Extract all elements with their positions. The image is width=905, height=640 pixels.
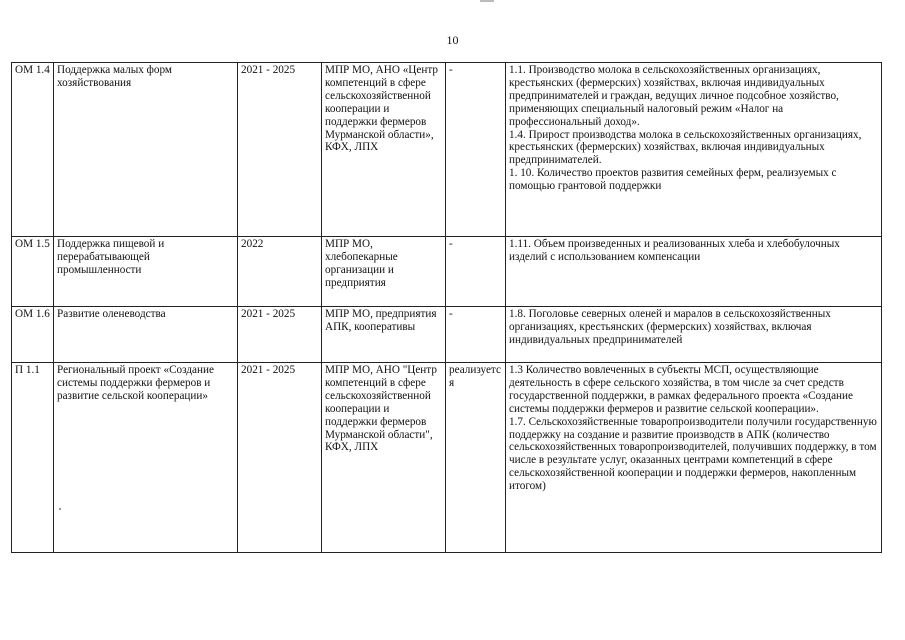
row-code: ОМ 1.6 [12, 307, 54, 363]
row-code: ОМ 1.4 [12, 63, 54, 237]
row-name: Поддержка пищевой и перерабатывающей промышленности [54, 237, 238, 307]
table-row [12, 237, 882, 307]
row-status: - [446, 307, 506, 363]
row-status: - [446, 237, 506, 307]
row-name: Поддержка малых форм хозяйствования [54, 63, 238, 237]
row-code: ОМ 1.5 [12, 237, 54, 307]
row-years: 2021 - 2025 [238, 363, 322, 553]
row-indicators: 1.8. Поголовье северных оленей и маралов в сельскохозяйственных организациях, крестьянских (фермерских) хозяйствах, включая индивидуальных предпринимателей [506, 307, 882, 363]
row-indicators: 1.11. Объем произведенных и реализованных хлеба и хлебобулочных изделий с использованием компенсации [506, 237, 882, 307]
scan-mark [480, 0, 494, 2]
row-status: - [446, 63, 506, 237]
row-years: 2021 - 2025 [238, 63, 322, 237]
row-name: Развитие оленеводства [54, 307, 238, 363]
row-executors: МПР МО, предприятия АПК, кооперативы [322, 307, 446, 363]
row-executors: МПР МО, АНО «Центр компетенций в сфере сельскохозяйственной кооперации и поддержки фермеров Мурманской области», КФХ, ЛПХ [322, 63, 446, 237]
row-executors: МПР МО, хлебопекарные организации и предприятия [322, 237, 446, 307]
row-indicators: 1.1. Производство молока в сельскохозяйственных организациях, крестьянских (фермерских) хозяйствах, включая индивидуальных предпринимателей и граждан, ведущих личное подсобное хозяйство, применяющих специальный налоговый режим «Налог на профессиональный доход». 1.4. Прирост производства молока в сельскохозяйственных организациях, крестьянских (фермерских) хозяйствах, включая индивидуальных предпринимателей. 1. 10. Количество проектов развития семейных ферм, реализуемых с помощью грантовой поддержки [506, 63, 882, 237]
scan-dot [59, 508, 61, 510]
table-row [12, 307, 882, 363]
table-row [12, 363, 882, 553]
row-years: 2021 - 2025 [238, 307, 322, 363]
row-executors: МПР МО, АНО "Центр компетенций в сфере сельскохозяйственной кооперации и поддержки фермеров Мурманской области", КФХ, ЛПХ [322, 363, 446, 553]
row-code: П 1.1 [12, 363, 54, 553]
table-row [12, 63, 882, 237]
measures-table [11, 62, 882, 553]
page-number: 10 [446, 33, 459, 47]
row-name: Региональный проект «Создание системы поддержки фермеров и развитие сельской кооперации» [54, 363, 238, 553]
row-years: 2022 [238, 237, 322, 307]
row-status: реализуется [446, 363, 506, 553]
row-indicators: 1.3 Количество вовлеченных в субъекты МСП, осуществляющие деятельность в сфере сельского хозяйства, в том числе за счет средств государственной поддержки, в рамках федерального проекта «Создание системы поддержки фермеров и развитие сельской кооперации». 1.7. Сельскохозяйственные товаропроизводители получили государственную поддержку на создание и развитие производств в АПК (количество сельскохозяйственных товаропроизводителей, получивших поддержку, в том числе в результате услуг, оказанных центрами компетенций в сфере сельскохозяйственной кооперации и поддержки фермеров, накопленным итогом) [506, 363, 882, 553]
